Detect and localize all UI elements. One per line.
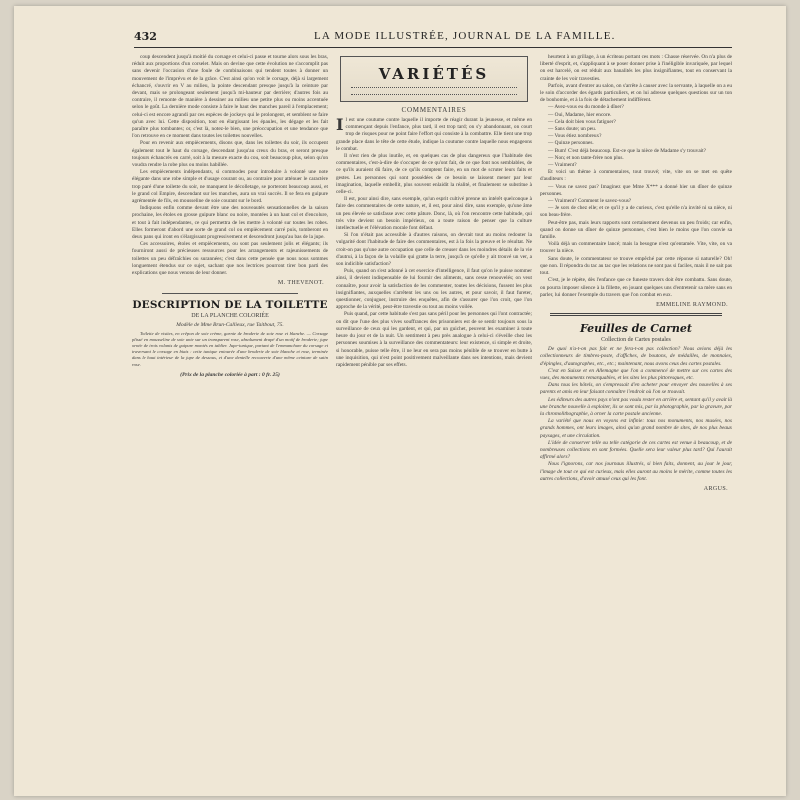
article-paragraph: Indiquons enfin comme devant être une des nouveautés sensationnelles de la saison prochaine, les étoles en grosse guipure blanc ou noire, montées à un haut col et d'encolure, et tout à fait indépendantes, ce qui permettra de les mettre à volonté sur toutes les robes. Elles formeront d'abord une sorte de grand col ou empiècement carré puis, tomberont en deux pans qui iront en s'élargissant progressivement et descendront jusqu'au bas de la jupe.	[132, 205, 328, 241]
description-title: DESCRIPTION DE LA TOILETTE	[132, 298, 328, 311]
page-header	[14, 28, 786, 44]
article-paragraph: Il n'est rien de plus inutile, et, en quelques cas de plus dangereux que l'habitude des commentaires, c'est-à-dire de s'occuper de ce qu'ont fait, de ce que font nos semblables, de ce qu'ils auraient dû faire, de ce qu'ils comptent faire, en un mot de scruter leurs faits et gestes. Les personnes qui sont possédées de ce besoin se laissent mener par leur imagination, laquelle embellit, plus souvent enlaidit la réalité, et finalement se substitue à celle-ci.	[336, 153, 532, 196]
column-right	[540, 54, 732, 786]
article-paragraph: Pour en revenir aux empiècements, disons que, dans les toilettes du soir, ils occupent également tout le haut du corsage, descendant jusqu'au creux du bras, et seront presque toujours échancrés en carré, soit à la mesure exacte du cou, soit beaucoup plus, selon qu'on voudra rendre la robe plus ou moins habillée.	[132, 140, 328, 169]
dialogue-line: — Bum! C'est déjà beaucoup. Est-ce que la nièce de Madame s'y trouvait?	[548, 147, 706, 154]
dialogue-line: — Quinze personnes.	[548, 140, 594, 147]
dialogue-line: — Oui, Madame, hier encore.	[548, 111, 612, 118]
description-subtitle: DE LA PLANCHE COLORIÉE	[191, 312, 269, 319]
article-paragraph: Puis quand, par cette habitude s'est pas sans péril pour les personnes qui l'ont contractée; on dit que l'une des plus vives souffrances des prisonniers est de se sentir toujours sous la surveillance de ceux qui les gardent, et qui, par un guichet, peuvent les examiner à toute heure du jour et de la nuit. Un sentiment à peu près analogue à celui-ci s'éveille chez les personnes soumises à la surveillance des commentateurs: leur existence, si simple et droite, si honorable, puisse telle être, il ne leur en sera pas moins pénible de se trouver en butte à une inquisition, qui n'est point positivement malveillante dans ses intentions, mais devient rapidement pénible par ses effets.	[336, 311, 532, 368]
dialogue-line: — Avez-vous eu du monde à dîner?	[548, 104, 624, 111]
article-signature: ARGUS.	[703, 485, 728, 492]
article-paragraph: l est une coutume contre laquelle il importe de réagir durant la jeunesse, et même en commençant depuis l'enfance, plus tard, il est trop tard; on s'y abandonnant, on court trop de risques pour ne point faire l'effort qui consiste à la combattre. Elle tient une trop grande place dans le tête de cette étude, indique la coutume contre laquelle nous engageons le combat.	[336, 117, 532, 152]
article-signature: M. THEVENOT.	[277, 280, 324, 287]
article-paragraph: Les empiècements indépendants, si commodes pour introduire à volonté une note élégante dans une robe simple et d'usage courant ou, au contraire pour atténuer le caractère trop paré d'une toilette du soir, ne manquent le décolletage, se porteront beaucoup aussi, et le grand col Empire, descendant sur les manches, aura un vrai succès. Il se fera en guipure agrémentée de fils, en mousseline de soie courant sur le bord.	[132, 169, 328, 205]
column-middle	[336, 54, 532, 786]
article-paragraph: De quoi n'a-t-on pas fait et ne fera-t-on pas collection? Nous avions déjà les collectionneurs de timbres-poste, d'affiches, de boutons, de médailles, de monnaies, d'épingles, d'autographes, etc., etc.; maintenant, nous avons ceux des cartes postales.	[540, 346, 732, 367]
article-paragraph: Ces accessoires, étoles et empiècements, ou sont pas seulement jolis et élégants; ils fourniront aussi de précieuses ressources pour les arrangements et rajeunissements de toilettes un peu défraîchies ou surannées; c'est dans cette pensée que nous nous sommes longuement étendus sur ce sujet, sachant que nos lectrices pourront tirer bon parti des explications que nous venons de leur donner.	[132, 241, 328, 277]
article-paragraph: L'idée de conserver telle ou telle catégorie de ces cartes est venue à beaucoup, et de nombreuses collections en sont formées. Quelle sera leur valeur plus tard? Qui l'aurait affirmé alors?	[540, 439, 732, 461]
dialogue-line: — Vous étiez nombreux?	[548, 133, 602, 140]
article-paragraph: C'est, je le répète, dès l'enfance que ce funeste travers doit être combattu. Sans doute, on pourra imposer silence à la fillette, en jouant quelques uns d'entretenir sa mère sans en parler, lui donner l'exemple du travers que l'on combat en eux.	[540, 277, 732, 298]
article-paragraph: Sans doute, le commentateur se trouve empêché par cette réponse si naturelle? Oh! que non. Il répondra du tac au tac que les relations ne sont pas si faciles, mais il ne sait pas tout.	[540, 255, 732, 277]
dialogue-line: — Vous ne savez pas? Imaginez que Mme X*** a donné hier un dîner de quinze personnes.	[540, 183, 732, 197]
section-divider	[162, 293, 298, 294]
varietes-banner	[340, 56, 528, 102]
article-signature: EMMELINE RAYMOND.	[656, 301, 728, 308]
dialogue-line: — Je sors de chez elle; et ce qu'il y a de curieux, c'est qu'elle n'a invité ni sa nièce, ni son beau-frère.	[540, 205, 732, 219]
column-left	[132, 54, 328, 786]
journal-title: LA MODE ILLUSTRÉE, JOURNAL DE LA FAMILLE.	[314, 30, 616, 42]
feuilles-subtitle: Collection de Cartes postales	[601, 337, 671, 344]
article-paragraph: Dans tous les hôtels, on s'empressait d'en acheter pour envoyer des nouvelles à ses parents et amis en leur faisant connaître l'endroit où l'on se trouvait.	[540, 382, 732, 396]
article-paragraph: Voilà déjà un commentaire lancé; mais la besogne n'est qu'entamée. Vite, vite, on va trouver la nièce.	[540, 241, 732, 255]
description-model: Modèle de Mme Brun-Callieux, rue Taitbout, 75.	[176, 321, 284, 328]
page-number: 432	[134, 30, 157, 43]
dialogue-line: — Non; et non tante-frère non plus.	[548, 154, 624, 161]
banner-ornament	[351, 87, 517, 95]
description-body: Toilette de visites, en crêpon de soie crème, garnie de broderie de soie rose et blanche. — Corsage plissé en mousseline de soie unie sur un transparent rose, absolument drapé d'un motif de broderie; jupe ornée de trois volants de guipure montés en tablier. Jupe-tunique, partant de l'emmanchure du corsage et traversant le corsage en biais : cette tunique entourée d'une broderie de soie blanche et rose, terminée dans le haut intérieur de la jupe de dessous, et d'une dentelle recouverte d'une même ceinture de satin rose.	[132, 330, 328, 367]
commentaires-heading: COMMENTAIRES	[401, 106, 467, 114]
drop-cap: I	[336, 115, 344, 134]
article-paragraph: Les éditeurs des autres pays n'ont pas voulu rester en arrière et, sentant qu'il y avait là une branche nouvelle à exploiter, ils se sont mis, par la photographie, par la gravure, par la chromolithographie, à orner la carte postale ancienne.	[540, 396, 732, 417]
article-paragraph: La variété que nous en voyons est infinie: tous nos monuments, nos musées, nos grands hommes, ont leurs images, ainsi qu'un grand nombre de sites, de nos plus beaux paysages, et une circulation.	[540, 418, 732, 439]
article-paragraph: coup descendent jusqu'à moitié du corsage et celui-ci passe et tourne alors sous les bras, réduit aux proportions d'un corselet. Mais on devine que cette évolution ne s'accomplit pas sans devenir l'occasion d'une foule de combinaisons qui tendent toutes à donner un mouvement de l'imprévu et de la grâce. C'est ainsi qu'on voit le corsage, déjà si largement échancré, s'ouvrir en V au milieu, la pointe descendant presque jusqu'à la ceinture par devant, mais se prolongeant seulement jusqu'à mi-hauteur par derrière; d'autres fois au contraire, il remonte de manière à dessiner au milieu une petite plus ou moins accentuée selon le goût. La dernière mode consiste à faire le haut des manches pareil à l'emplacement; celui-ci est encore agrandi par ces espèces de jockeys qui le prolongent, et semblent se faire qu'un avec lui. Cette disposition, tout en élargissant les épaules, les dégage et les fait paraître plus tombantes; or, c'est là, notez-le bien, une préoccupation et une tendance que l'on retrouve en ce moment dans toutes les toilettes nouvelles.	[132, 54, 328, 140]
article-paragraph: Et voici un thème à commentaires, tout trouvé; vite, vite on se met en quête d'auditeurs :	[540, 169, 732, 183]
dialogue-line: — Vraiment? Comment le savez-vous?	[548, 198, 632, 205]
article-paragraph: C'est en Suisse et en Allemagne que l'on a commencé de mettre sur ces cartes des vues, des monuments remarquables, et les sites les plus pittoresques, etc.	[540, 367, 732, 381]
dialogue-line: — Cela doit bien vous fatiguer?	[548, 118, 616, 125]
varietes-title: VARIÉTÉS	[378, 65, 490, 83]
article-paragraph: Peut-être pas, mais leurs rapports sont certainement devenus un peu froids; car enfin, quand on donne un dîner de quinze personnes, c'est bien le moins que l'on convie sa famille.	[540, 219, 732, 241]
article-paragraph: Si l'on n'était pas accessible à d'autres raisons, on devrait tout au moins redouter la vulgarité dont l'habitude de faire des commentaires, est à la fois la preuve et le résultat. Ne croit-on pas qu'une autre occupation que celle de creuser dans les moindres détails de la vie d'autrui, à la façon de la volaille qui gratte la terre, jusqu'à ce qu'elle y ait trouvé un ver, a son indicible satisfaction?	[336, 232, 532, 268]
dialogue-line: — Sans doute; un peu.	[548, 126, 597, 133]
description-price: (Prix de la planche coloriée à part : 0 fr. 25)	[180, 371, 280, 378]
header-rule	[134, 47, 732, 48]
section-divider	[550, 313, 722, 316]
newspaper-page	[14, 6, 786, 796]
article-paragraph: Il est, pour ainsi dire, sans exemple, qu'un esprit cultivé prenne un intérêt quelconque à faire des commentaires de cette nature, et, il est, pour ainsi dire, sans exemple, qu'une âme un peu élevée se satisfasse avec cette pâture. Donc, là, où l'on rencontre cette habitude, qui très vite devient un besoin impérieux, on a toute raison de penser que la culture intellectuelle et l'élévation morale font défaut.	[336, 196, 532, 232]
article-paragraph: Nous l'ignorons, car nos journaux illustrés, si bien faits, donnent, au jour le jour, l'image de tout ce qui est curieux, mais elles auront au moins le mérite, comme toutes les autres collections, d'avoir amusé ceux qui les font.	[540, 461, 732, 482]
dialogue-line: — Vraiment?	[548, 162, 577, 169]
article-paragraph: Parfois, avant d'entrer au salon, on s'arrête à causer avec la servante, à laquelle on a eu le soin d'accorder des égards particuliers, et on lui adresse quelques questions sur un ton de bonhomie, et à la fois de détachement indifférent.	[540, 82, 732, 104]
feuilles-title: Feuilles de Carnet	[579, 322, 693, 336]
article-paragraph: Puis, quand on s'est adonné à cet exercice d'intelligence, il faut qu'on le puisse nommer ainsi, il devient indispensable de lui fournir des aliments, sans cesse renouvelés; on veut connaître, pour avoir la satisfaction de les commenter, toutes les décisions, fussent les plus insignifiantes, auxquelles s'arrêtent les uns ou les autres, et pour savoir, il faut fureter, questionner, conjuguer, instruire des enquêtes, afin de s'assurer que l'on croit, que l'on approche de la vérité, peut-être travestie ou tout au moins voilée.	[336, 268, 532, 311]
article-paragraph: heurtent à un grillage, à un écriteau portant ces mots : Chasse réservée. On n'a plus de liberté d'esprit, et, s'appliquant à se poser donner prise à l'inéligible invariquée, par lequel on est harcelé, on est réduit aux banalités les plus insignifiantes, tout en conservant la crainte de les voir travesties.	[540, 54, 732, 82]
